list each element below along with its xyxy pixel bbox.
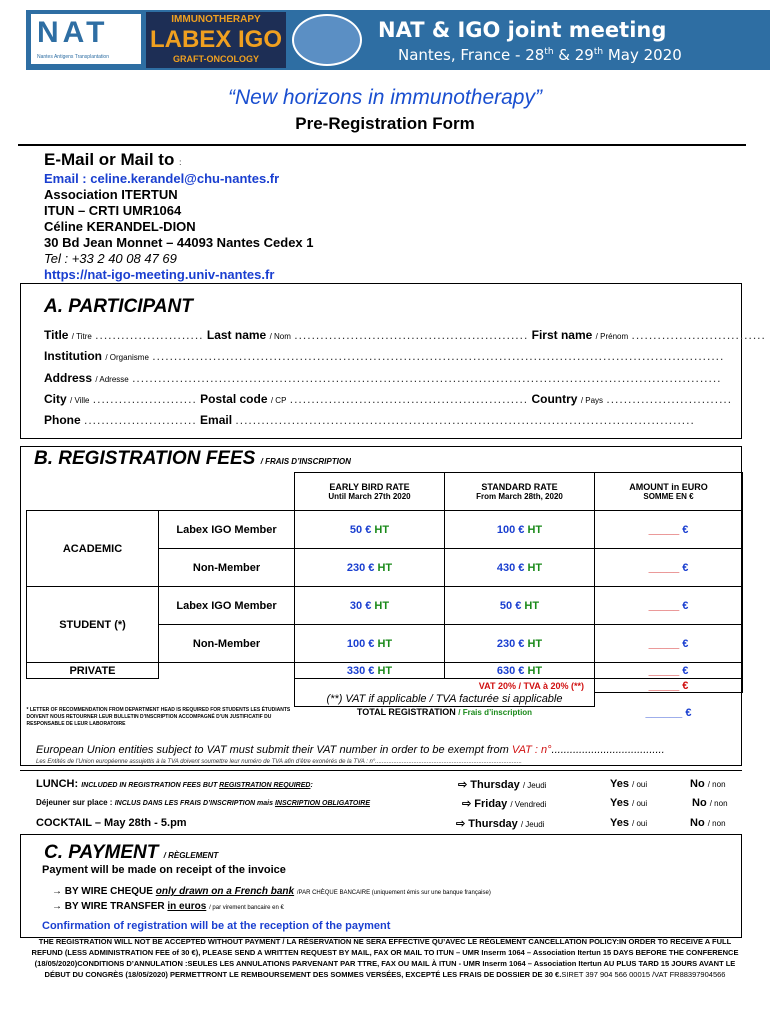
private-label: PRIVATE [27,663,159,679]
section-c-title: C. PAYMENT / RÈGLEMENT [44,842,219,863]
total-label: TOTAL REGISTRATION / Frais d’inscription [356,707,533,717]
academic-label: ACADEMIC [27,511,159,587]
section-a-title: A. PARTICIPANT [44,296,193,317]
institution-field[interactable]: .................................................................................................................................... [152,349,725,363]
contact-block [44,152,314,283]
website-link[interactable]: https://nat-igo-meeting.univ-nantes.fr [44,267,275,282]
price-cell: 100 € HT [445,511,595,549]
row-institution: Institution / Organisme .................................................................................................................................... [44,349,725,363]
total-amount-field[interactable]: ______ € [645,706,692,719]
student-label: STUDENT (*) [27,587,159,663]
payment-cheque-option[interactable]: → BY WIRE CHEQUE only drawn on a French bank /PAR CHÈQUE BANCAIRE (uniquement émis sur une banque française) [52,886,491,897]
member-label: Labex IGO Member [159,587,295,625]
page-title: “New horizons in immunotherapy” [228,86,542,109]
section-b-title: B. REGISTRATION FEES / FRAIS D’INSCRIPTION [34,448,351,469]
title-field[interactable]: ......................... [95,328,204,342]
dejeuner-label: Déjeuner sur place : INCLUS DANS LES FRAIS D’INSCRIPTION mais INSCRIPTION OBLIGATOIRE [36,798,370,807]
cancellation-policy: THE REGISTRATION WILL NOT BE ACCEPTED WITHOUT PAYMENT / LA RÉSERVATION NE SERA EFFECTIVE QU’AVEC LE RÈGLEMENT CANCELLATION POLICY:IN ORDER TO RECEIVE A FULL REFUND (LESS ADMINISTRATION FEE of 30 €), PLEASE SEND A WRITTEN REQUEST BY MAIL, FAX OR MAIL TO ITUN – UMR Inserm 1064 – Association Itertun 15 DAYS BEFORE THE CONFERENCE (18/05/2020)CONDITIONS D’ANNULATION :SEULES LES ANNULATIONS PARVENANT PAR TTRE, FAX OU MAIL À ITUN - UMR Inserm 1064 – Association Itertun AU PLUS TARD 15 JOURS AVANT LE DÉBUT DU CONGRÈS (18/05/2020) PERMETTRONT LE REMBOURSEMENT DES SOMMES VERSÉES, EXCEPTÉ LES FRAIS DE DOSSIER DE 30 €.SIRET 397 904 566 00015 /VAT FR88397904566 [31,937,739,979]
email-field[interactable]: .......................................................................................................... [235,413,695,427]
nat-logo-text: NAT [37,16,109,49]
eu-vat-note-fr: Les Entités de l’Union européenne assujettis à la TVA doivent soumettre leur numéro de TVA afin d’être exonérés de la TVA : n°........................................................................................ [36,759,522,765]
fees-table [26,472,743,737]
price-cell: 430 € HT [445,549,595,587]
amount-field[interactable]: _____ € [595,549,743,587]
amount-field[interactable]: _____ € [595,663,743,679]
contact-line: ITUN – CRTI UMR1064 [44,203,182,218]
header-banner [26,10,770,70]
cocktail-no[interactable]: No / non [690,817,726,829]
amount-header: AMOUNT in EURO SOMME EN € [595,473,743,511]
contact-heading: E-Mail or Mail to : [44,150,182,169]
student-letter-note: * LETTER OF RECOMMENDATION FROM DEPARTMENT HEAD IS REQUIRED FOR STUDENTS LES ÉTUDIANTS DOIVENT NOUS RETOURNER LEUR BULLETIN D’INSCRIPTION ACCOMPAGNÉ D’UN JUSTIFICATIF DU RESPONSABLE DE LEUR LABORATOIRE [26,706,291,727]
lunch-friday-option[interactable]: ⇨ Friday / Vendredi [462,798,547,810]
first-name-field[interactable]: ............................... [631,328,766,342]
lunch-thursday-no[interactable]: No / non [690,778,726,790]
price-cell: 100 € HT [295,625,445,663]
contact-line: 30 Bd Jean Monnet – 44093 Nantes Cedex 1 [44,235,314,250]
non-member-label: Non-Member [159,549,295,587]
labex-top-text: IMMUNOTHERAPY [171,14,261,25]
contact-phone: Tel : +33 2 40 08 47 69 [44,251,177,266]
country-field[interactable]: ............................. [606,392,733,406]
lunch-friday-no[interactable]: No / non [692,797,728,809]
price-cell: 50 € HT [445,587,595,625]
payment-confirmation-note: Confirmation of registration will be at the reception of the payment [42,920,391,932]
labex-bottom-text: GRAFT-ONCOLOGY [173,54,259,64]
labex-main-text: LABEX IGO [149,26,282,53]
payment-intro: Payment will be made on receipt of the invoice [42,864,286,876]
contact-line: Céline KERANDEL-DION [44,219,196,234]
city-field[interactable]: ........................ [92,392,197,406]
banner-subtitle: Nantes, France - 28th & 29th May 2020 [398,46,682,64]
university-badge-icon [292,14,362,66]
price-cell: 50 € HT [295,511,445,549]
cocktail-label: COCKTAIL – May 28th - 5.pm [36,817,187,829]
nat-logo [30,13,142,65]
price-cell: 30 € HT [295,587,445,625]
price-cell: 230 € HT [295,549,445,587]
row-city: City / Ville ........................ Postal code / CP ....................................................... Country / Pays ............................. [44,392,733,406]
row-title-name: Title / Titre ......................... Last name / Nom ...................................................... First name / Prénom ............................... [44,328,766,342]
address-field[interactable]: ........................................................................................................................................ [132,371,722,385]
contact-line: Association ITERTUN [44,187,178,202]
divider [18,144,746,146]
member-label: Labex IGO Member [159,511,295,549]
lunch-label: LUNCH: INCLUDED IN REGISTRATION FEES BUT REGISTRATION REQUIRED: [36,778,313,790]
vat-note: (**) VAT if applicable / TVA facturée si applicable [295,693,595,707]
vat-amount-field[interactable]: _____ € [595,679,743,693]
amount-field[interactable]: _____ € [595,625,743,663]
eu-vat-field[interactable]: ..................................... [551,744,665,756]
lunch-thursday-option[interactable]: ⇨ Thursday / Jeudi [458,779,547,791]
lunch-friday-yes[interactable]: Yes / oui [610,797,648,809]
nat-logo-subtitle: Nantes Antigens Transplantation [37,54,109,60]
eu-vat-note: European Union entities subject to VAT must submit their VAT number in order to be exempt from VAT : n°..................................... [36,744,665,756]
labex-igo-logo [146,12,286,68]
row-address: Address / Adresse ........................................................................................................................................ [44,371,722,385]
early-bird-header: EARLY BIRD RATE Until March 27th 2020 [295,473,445,511]
amount-field[interactable]: _____ € [595,587,743,625]
non-member-label: Non-Member [159,625,295,663]
postal-code-field[interactable]: ....................................................... [289,392,529,406]
divider [20,770,742,771]
price-cell: 630 € HT [445,663,595,679]
standard-header: STANDARD RATE From March 28th, 2020 [445,473,595,511]
lunch-thursday-yes[interactable]: Yes / oui [610,778,648,790]
vat-label: VAT 20% / TVA à 20% (**) [295,679,595,693]
amount-field[interactable]: _____ € [595,511,743,549]
cocktail-yes[interactable]: Yes / oui [610,817,648,829]
payment-transfer-option[interactable]: → BY WIRE TRANSFER in euros / par virement bancaire en € [52,901,284,912]
phone-field[interactable]: .......................... [84,413,197,427]
banner-title: NAT & IGO joint meeting [378,18,667,42]
cocktail-thursday-option[interactable]: ⇨ Thursday / Jeudi [456,818,545,830]
contact-email-link[interactable]: Email : celine.kerandel@chu-nantes.fr [44,171,280,186]
form-title: Pre-Registration Form [295,114,475,133]
price-cell: 330 € HT [295,663,445,679]
last-name-field[interactable]: ...................................................... [294,328,529,342]
price-cell: 230 € HT [445,625,595,663]
row-phone: Phone .......................... Email .......................................................................................................... [44,413,695,427]
